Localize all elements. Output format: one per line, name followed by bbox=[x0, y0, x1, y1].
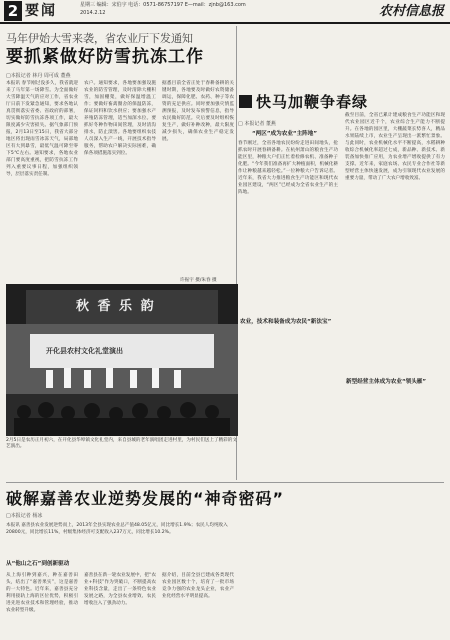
photo-caption: 2月5日是农历正月初六，在开化县华埠镇文化礼堂内，来自县城的老年演唱团走进村里，为村民们送上了精彩的文艺演出。 bbox=[6, 438, 237, 449]
lead-byline: □本报记者 林丹 周可成 董燕 bbox=[6, 73, 71, 79]
bottom-byline: □本报记者 杨冰 bbox=[6, 513, 43, 519]
photo-stage-text: 开化县农村文化礼堂演出 bbox=[46, 347, 123, 355]
right-subhead-1: “两区”成为农业“主阵地” bbox=[252, 131, 318, 137]
newspaper-logo: 农村信息报 bbox=[378, 4, 444, 19]
bottom-subhead: 从“他山之石”到创新驱动 bbox=[6, 561, 70, 567]
photo-banner-text: 秋 香 乐 韵 bbox=[76, 299, 156, 314]
bottom-column-3: 据介绍，目前全县已建成各类现代农业园区数十个，培育了一批市场竞争力强的农业龙头企业，农业产业化经营水平明显提高。 bbox=[162, 573, 234, 599]
news-photo bbox=[6, 284, 238, 436]
lead-headline: 要抓紧做好防雪抗冻工作 bbox=[6, 47, 204, 67]
lead-column-3: 据悉目前全省正处于春耕备耕的关键时期，各地要及时做好农资储备调运，保障化肥、农药、种子等农资的充足供应。同时要加强灾情监测预报，及时发布预警信息，指导农民做好防范。灾后要及时组织恢复生产，做好补种改种，最大限度减少损失，确保农业生产稳定发展。 bbox=[162, 81, 234, 142]
section-square-icon bbox=[239, 95, 252, 108]
right-headline: 快马加鞭争春绿 bbox=[256, 93, 369, 111]
right-column-1: 春节刚过，全省各地农民纷纷走进田间地头，抢抓农时开展春耕备耕。在杭州萧山的粮食生产功能区里，种粮大户们正忙着检修农机、准备种子化肥。“今年我们准备再扩大种植面积，机械化耕作让种粮越来越轻松。”一位种粮大户告诉记者。近年来，我省大力推进粮食生产功能区和现代农业园区建设，“两区”已经成为全省农业生产的主阵地。 bbox=[238, 141, 338, 195]
section-divider bbox=[6, 482, 444, 483]
bottom-column-1: 从上海引种到嘉兴，种在嘉善田头，结出了“嘉善果实”，这是嘉善的一大特色。近年来，嘉善县充分利用接轨上海的区位优势，积极引进先进农业技术和管理经验，推动农业转型升级。 bbox=[6, 573, 78, 613]
header-date: 2014.2.12 bbox=[80, 10, 106, 16]
lead-column-1: 本报讯 春节刚过没多久，我省就迎来了马年第一场降雪。为全面做好大雪降温天气的应对工作，省农业厅日前下发紧急通知，要求各地认真贯彻落实省委、省政府的部署，切实做好防雪抗冻各项工作，最大限度减少灾害损失。据气象部门预报，2月13日至15日，我省大部分地区将出现雨雪冰冻天气，局部地区有大到暴雪，最低气温可降至零下5℃左右。通知要求，各地农业部门要高度重视，把防雪抗冻工作列入重要议事日程，加强组织领导，层层落实责任制。 bbox=[6, 81, 78, 177]
bottom-column-2: 嘉善县在新一轮农业发展中，把“农业+科技”作为突破口，不断提高农业科技含量，走出了一条特色农业发展之路，为全县农业增效、农民增收注入了强劲动力。 bbox=[84, 573, 156, 606]
lead-column-2: 农户。通知要求，各地要加强设施农业的防雪管理，及时清除大棚积雪，加固棚架，做好保温增温工作；要做好畜禽圈舍的保温防冻，保证饲料和饮水供应；要加强水产养殖防冻管理，适当加深水位。要抓好冬种作物田间管理，及时清沟排水，防止渍害。各地要组织农技人员深入生产一线，开展技术指导服务，帮助农户解决实际困难，确保各项措施落实到位。 bbox=[84, 81, 156, 156]
photo-credit: 许振宇 摄/朱春 摄 bbox=[180, 278, 217, 283]
lead-kicker: 马年伊始大雪来袭，省农业厅下发通知 bbox=[6, 32, 193, 45]
section-title: 要闻 bbox=[25, 3, 57, 19]
header-meta-line: 星期三 编辑：宋伯宇 电话：0571-86757197 E—mail：zjnb@163.com bbox=[80, 2, 246, 8]
bottom-lead: 本报讯 嘉善县农业发展逆势而上，2013年全县实现农业总产值48.05亿元，同比增长1.9%；农民人均纯收入20800元，同比增长11%，村级集体经济可支配收入237万元，同比增长10.2%。 bbox=[6, 523, 228, 535]
right-subhead-3: 新型经营主体成为农业“领头雁” bbox=[346, 379, 427, 385]
right-column-2: 截至目前，全省已累计建成粮食生产功能区和现代农业园区近千个，农业综合生产能力不断提升。在各地的园区里，大棚蔬菜长势喜人，精品水果陆续上市，农业生产呈现出一派繁忙景象。与此同时，农业机械化水平不断提高，水稻耕种收综合机械化率超过七成，新品种、新技术、新装备加快推广应用，为农业增产增收提供了有力支撑。近年来，家庭农场、农民专业合作社等新型经营主体快速发展，成为引领现代农业发展的重要力量，带动了广大农户增收致富。 bbox=[345, 113, 445, 181]
right-subhead-2: 农业，技术和装备成为农民“新法宝” bbox=[240, 319, 332, 325]
bottom-headline: 破解嘉善农业逆势发展的“神奇密码” bbox=[6, 489, 285, 508]
right-byline: □ 本报记者 董燕 bbox=[238, 121, 276, 127]
page-number: 2 bbox=[4, 1, 22, 21]
masthead-bar bbox=[0, 0, 450, 24]
